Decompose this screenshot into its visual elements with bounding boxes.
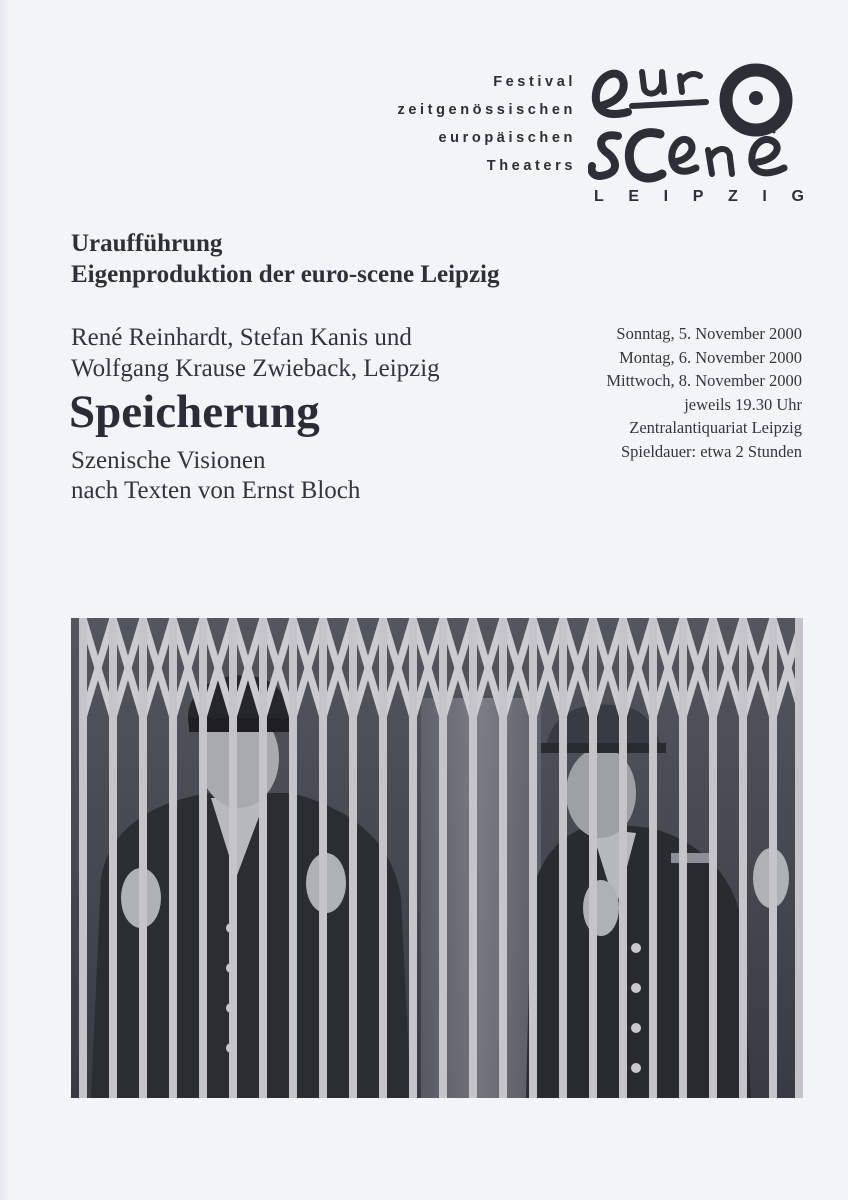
date-item: Sonntag, 5. November 2000 [616,324,802,343]
headline [71,228,500,290]
city-letter: I [663,188,669,205]
photo-illustration [71,618,803,1098]
city-letter: E [628,188,640,205]
production-label: Eigenproduktion der euro-scene Leipzig [71,261,500,288]
duration: Spieldauer: etwa 2 Stunden [620,441,802,461]
festival-line: europäischen [438,130,576,146]
city-letter: L [594,188,604,205]
authors-line: Wolfgang Krause Zwieback, Leipzig [71,355,440,382]
city-letter: P [692,188,704,205]
schedule [606,322,802,463]
festival-line: Festival [493,74,576,90]
city-letter: Z [728,188,738,205]
city-letter: I [762,188,767,205]
show-time: jeweils 19.30 Uhr [684,394,802,414]
city-letter: G [791,188,804,205]
subtitle [71,446,360,506]
authors [71,322,440,384]
festival-name [398,68,576,180]
festival-line: zeitgenössischen [397,102,576,118]
premiere-label: Uraufführung [71,230,223,257]
production-title: Speicherung [69,386,320,438]
page-edge [0,0,10,1200]
venue: Zentralantiquariat Leipzig [629,418,802,437]
date-item: Montag, 6. November 2000 [619,347,802,367]
festival-line: Theaters [486,158,576,174]
subtitle-line: Szenische Visionen [71,447,266,474]
authors-line: René Reinhardt, Stefan Kanis und [71,324,412,351]
city-name [594,188,804,206]
production-photo [71,618,803,1098]
subtitle-line: nach Texten von Ernst Bloch [71,477,361,504]
date-item: Mittwoch, 8. November 2000 [606,371,802,390]
